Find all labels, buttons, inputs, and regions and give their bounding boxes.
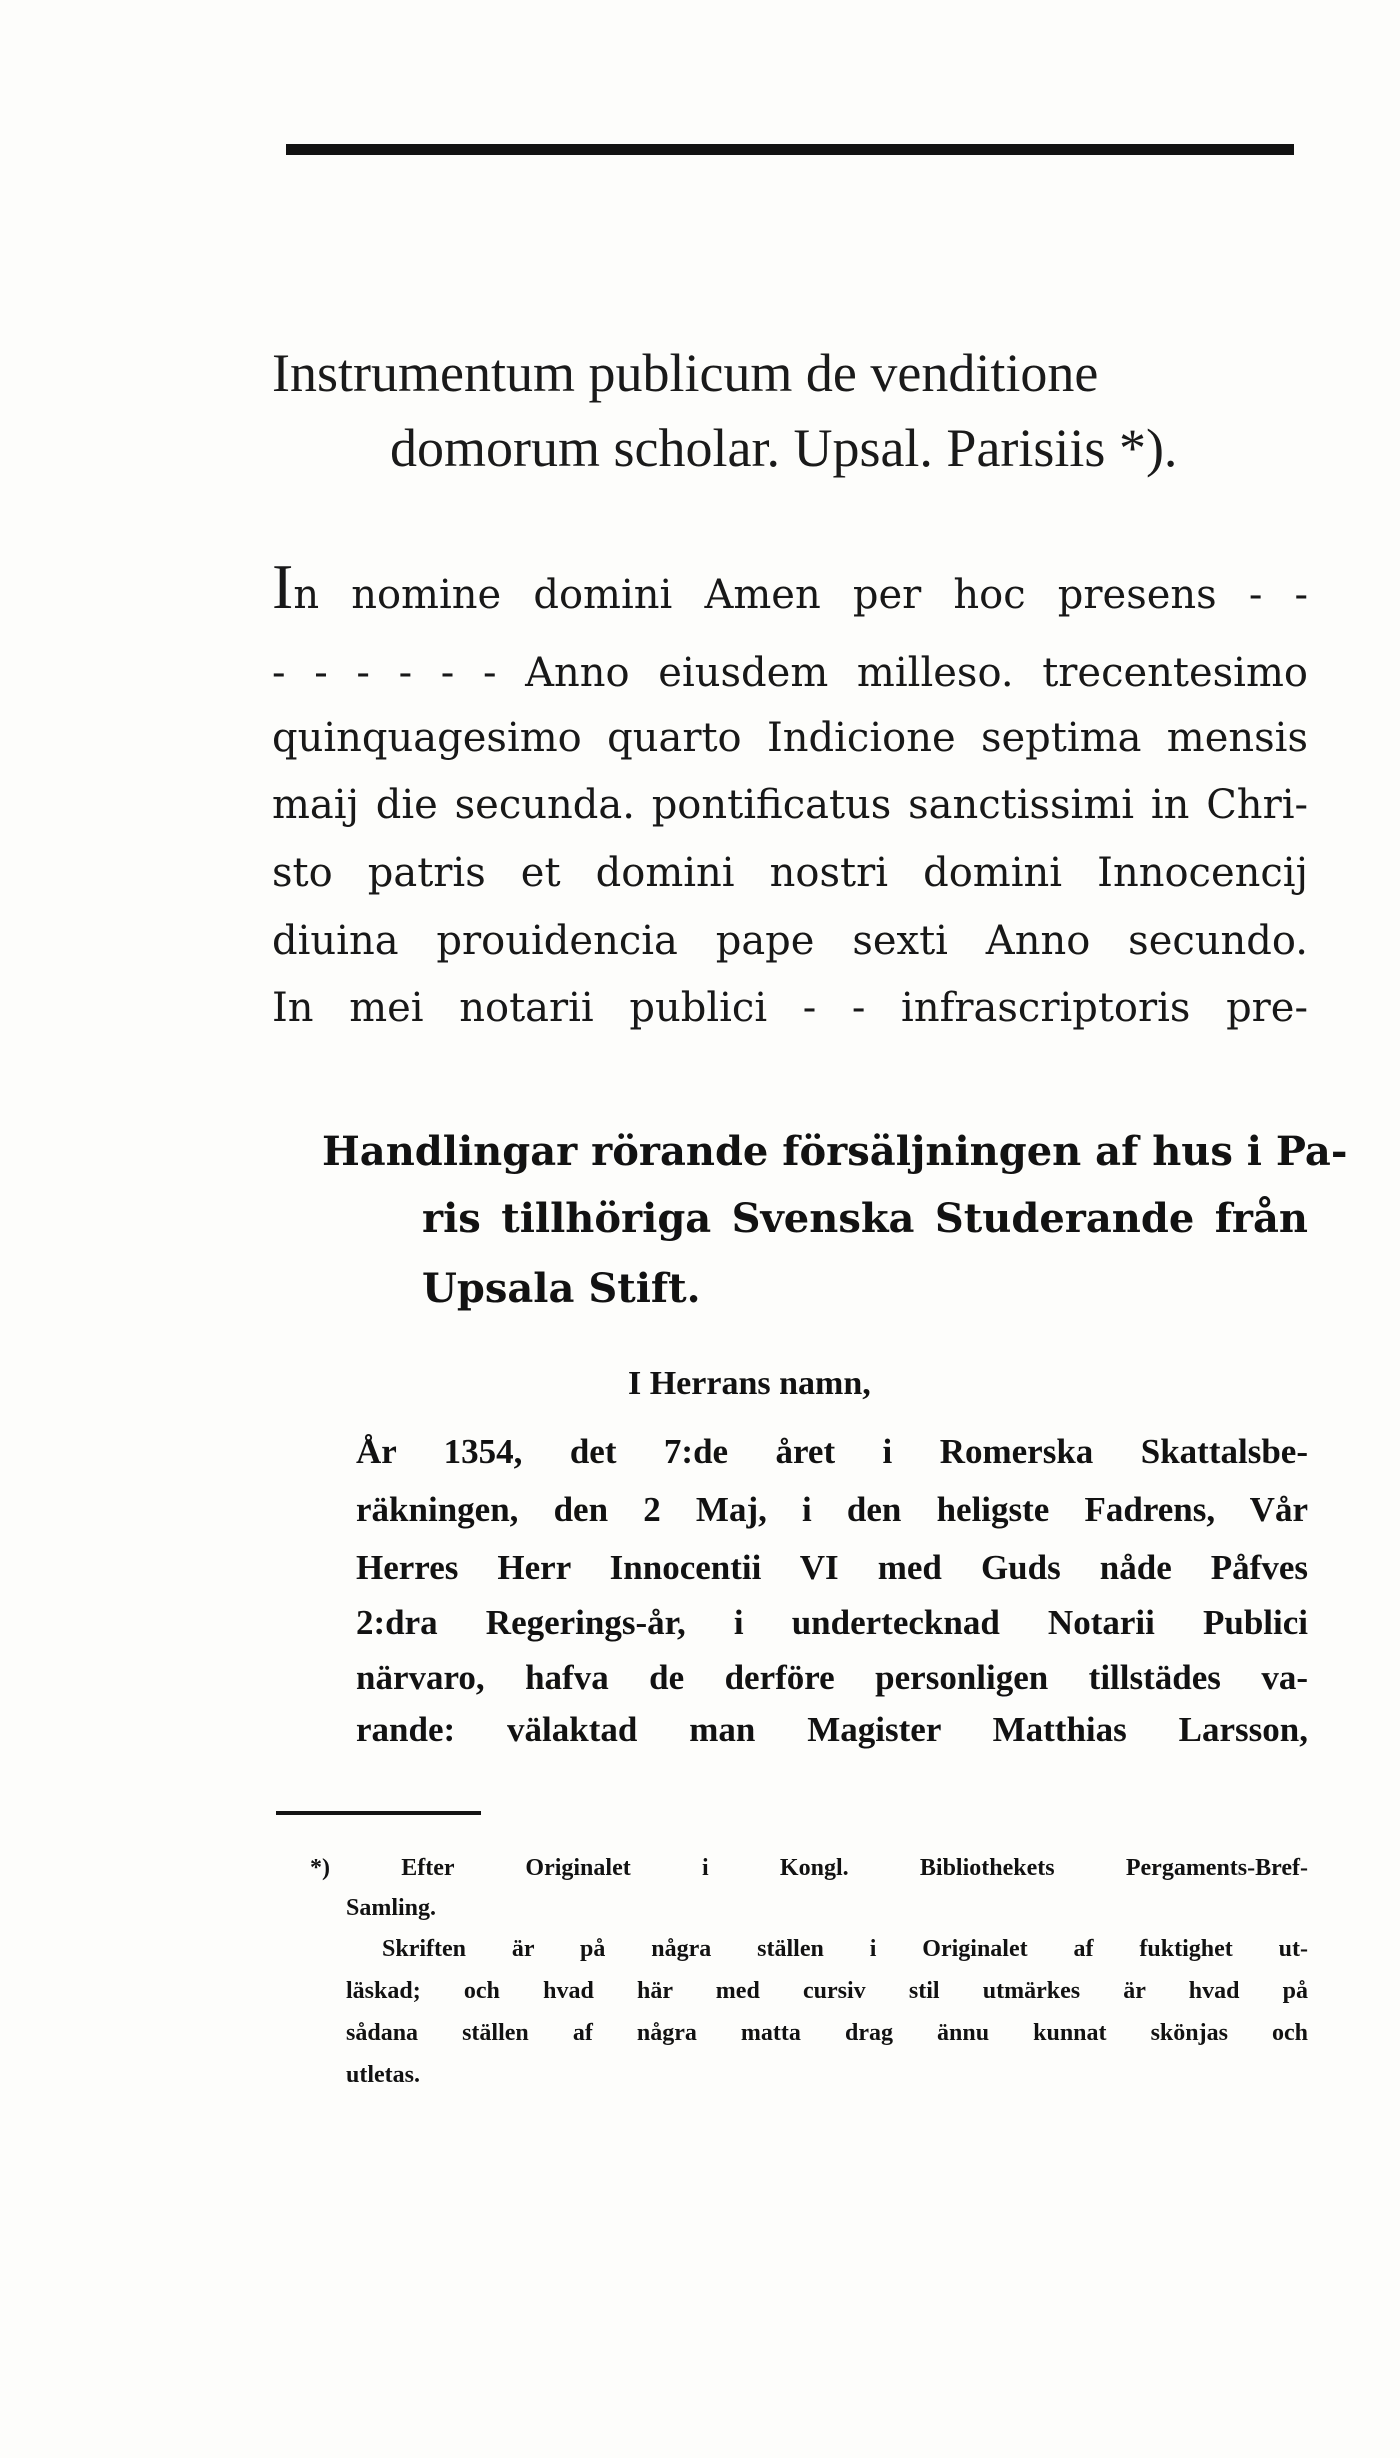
latin-line-6: diuina prouidencia pape sexti Anno secundo. bbox=[272, 918, 1308, 964]
swedish-line-2: räkningen, den 2 Maj, i den heligste Fadrens, Vår bbox=[356, 1490, 1308, 1529]
latin-line-1: In nomine domini Amen per hoc presens - - bbox=[272, 551, 1308, 622]
title-line-2: domorum scholar. Upsal. Parisiis *). bbox=[390, 418, 1178, 478]
swedish-heading-line-2: ris tillhöriga Svenska Studerande från bbox=[422, 1195, 1308, 1242]
latin-line-7: In mei notarii publici - - infrascriptoris pre- bbox=[272, 985, 1308, 1031]
footnote-line-3: Skriften är på några ställen i Originalet af fuktighet ut- bbox=[382, 1936, 1308, 1962]
swedish-line-3: Herres Herr Innocentii VI med Guds nåde Påfves bbox=[356, 1548, 1308, 1587]
top-rule bbox=[286, 144, 1294, 155]
footnote-line-2: Samling. bbox=[346, 1895, 437, 1921]
swedish-line-5: närvaro, hafva de derföre personligen tillstädes va- bbox=[356, 1658, 1308, 1697]
swedish-heading-line-1: Handlingar rörande försäljningen af hus i Pa- bbox=[322, 1128, 1348, 1175]
swedish-subheading: I Herrans namn, bbox=[628, 1365, 871, 1402]
latin-line-4: maij die secunda. pontificatus sanctissimi in Chri- bbox=[272, 782, 1308, 828]
footnote-line-4: läskad; och hvad här med cursiv stil utmärkes är hvad på bbox=[346, 1978, 1308, 2004]
footnote-line-1: *) Efter Originalet i Kongl. Bibliothekets Pergaments-Bref- bbox=[310, 1855, 1308, 1881]
swedish-line-4: 2:dra Regerings-år, i undertecknad Notarii Publici bbox=[356, 1603, 1308, 1642]
footnote-line-6: utletas. bbox=[346, 2062, 420, 2088]
drop-cap: I bbox=[272, 551, 294, 622]
title-line-1: Instrumentum publicum de venditione bbox=[272, 343, 1099, 403]
footnote-line-5: sådana ställen af några matta drag ännu kunnat skönjas och bbox=[346, 2020, 1308, 2046]
swedish-line-6: rande: välaktad man Magister Matthias Larsson, bbox=[356, 1710, 1308, 1749]
swedish-line-1: År 1354, det 7:de året i Romerska Skattalsbe- bbox=[356, 1432, 1308, 1471]
swedish-heading-line-3: Upsala Stift. bbox=[422, 1265, 701, 1312]
latin-line-5: sto patris et domini nostri domini Innocencij bbox=[272, 850, 1308, 896]
footnote-rule bbox=[276, 1811, 481, 1815]
latin-line-3: quinquagesimo quarto Indicione septima mensis bbox=[272, 715, 1308, 761]
latin-line-2: - - - - - - Anno eiusdem milleso. trecentesimo bbox=[272, 650, 1308, 696]
